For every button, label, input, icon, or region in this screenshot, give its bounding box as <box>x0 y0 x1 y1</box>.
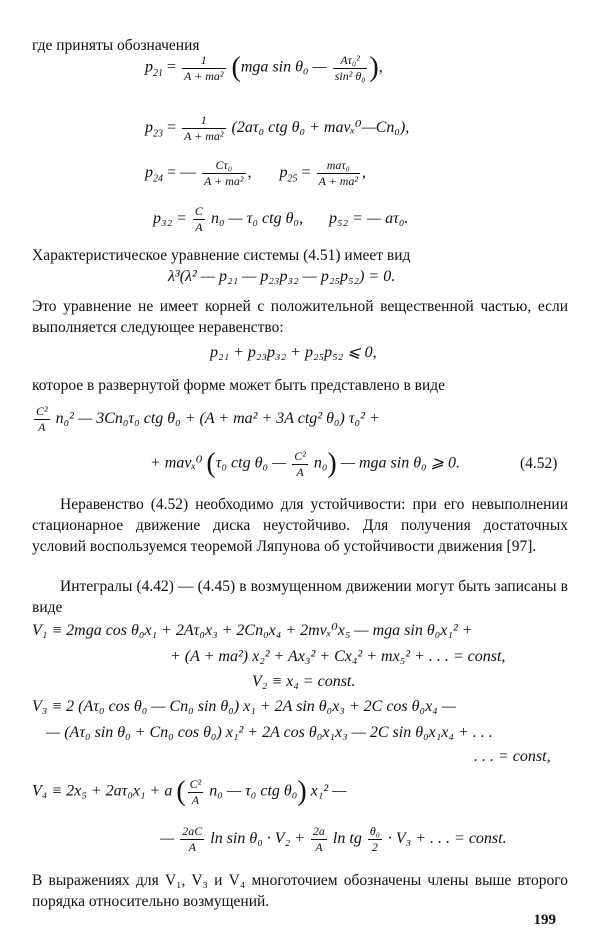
p25-fraction: $\frac{\text{maτ₀}}{\text{A + ma²}}$ <box>318 158 359 188</box>
integral-v3-line2: — (Aτ₀ sin θ₀ + Cn₀ cos θ₀) x₁² + 2A cos θ₀x₁x₃ — 2C sin θ₀x₁x₄ + . . . <box>46 724 493 741</box>
p21-fraction: $\frac{1}{\text{A + ma²}}$ <box>184 52 224 83</box>
eq452-fraction: $\frac{\text{C²}}{A}$ <box>36 404 48 434</box>
intro-line: где приняты обозначения <box>32 37 200 54</box>
equation-p23: $p_{23}$ = $\frac{1}{\text{A + ma²}}$ (2aτ₀ ctg θ₀ + mavₓ⁰—Cn₀), <box>145 113 410 143</box>
integral-v3-line3: . . . = const, <box>474 748 551 765</box>
equation-p21: $p_{21}$ = $\frac{1}{\text{A + ma²}}$ (mga sin θ₀ — $\frac{\text{Aτ₀²}}{\text{sin² θ₀}}$ ), <box>145 52 383 83</box>
paragraph-ellipsis-note: В выражениях для V₁, V₃ и V₄ многоточием обозначены члены выше второго порядка относительно возмущений. <box>32 872 568 910</box>
equation-4-52-line1: $\frac{\text{C²}}{A}$ n₀² — 3Cn₀τ₀ ctg θ₀ + (A + ma² + 3A ctg² θ₀) τ₀² + <box>36 404 380 434</box>
paragraph-integrals: Интегралы (4.42) — (4.45) в возмущенном движении могут быть записаны в виде <box>32 578 568 616</box>
paragraph-necessity: Неравенство (4.52) необходимо для устойчивости: при его невыполнении стационарное движение диска неустойчиво. Для получения достаточных условий воспользуемся теоремой Ляпунова об устойчивости движения [97]. <box>32 496 568 555</box>
characteristic-line: Характеристическое уравнение системы (4.51) имеет вид <box>32 247 411 264</box>
equation-number-4-52: (4.52) <box>520 455 558 472</box>
integral-v4-line2: — $\frac{2aC}{A}$ ln sin θ₀ · V₂ + $\frac{2a}{A}$ ln tg $\frac{\text{θ₀}}{2}$ · V₃ + . . . = const. <box>160 824 507 854</box>
p21-inner-fraction: $\frac{\text{Aτ₀²}}{\text{sin² θ₀}}$ <box>334 52 366 83</box>
equation-p32-p52: p₃₂ = $\frac{C}{A}$ n₀ — τ₀ ctg θ₀, p₅₂ = — aτ₀. <box>153 204 409 234</box>
inequality-1: p₂₁ + p₂₃p₃₂ + p₂₅p₅₂ ⩽ 0, <box>210 344 377 361</box>
integral-v4-line1: V₄ ≡ 2x₅ + 2aτ₀x₁ + a ( $\frac{\text{C²}}{A}$ n₀ — τ₀ ctg θ₀) x₁² — <box>32 776 347 807</box>
integral-v1-line1: V₁ ≡ 2mga cos θ₀x₁ + 2Aτ₀x₃ + 2Cn₀x₄ + 2mvₓ⁰x₅ — mga sin θ₀x₁² + <box>32 622 473 639</box>
equation-4-52-line2: + mavₓ⁰ (τ₀ ctg θ₀ — $\frac{\text{C²}}{A}$ n₀) — mga sin θ₀ ⩾ 0. <box>150 448 461 479</box>
integral-v3-line1: V₃ ≡ 2 (Aτ₀ cos θ₀ — Cn₀ sin θ₀) x₁ + 2A sin θ₀x₃ + 2C cos θ₀x₄ — <box>32 698 456 715</box>
characteristic-equation: λ³(λ² — p₂₁ — p₂₃p₃₂ — p₂₅p₅₂) = 0. <box>168 268 396 285</box>
p23-rhs: (2aτ₀ ctg θ₀ + mavₓ⁰—Cn₀), <box>231 119 410 137</box>
p23-fraction: $\frac{1}{\text{A + ma²}}$ <box>184 113 224 143</box>
paragraph-roots: Это уравнение не имеет корней с положительной вещественной частью, если выполняется следующее неравенство: <box>32 298 568 336</box>
p32-fraction: $\frac{C}{A}$ <box>194 204 203 234</box>
integral-v2: V₂ ≡ x₄ = const. <box>252 673 356 690</box>
p21-bracket-text: mga sin θ₀ — <box>240 58 327 76</box>
page-number: 199 <box>533 912 556 928</box>
p21-lhs: p <box>145 58 153 76</box>
paragraph-expanded: которое в развернутой форме может быть представлено в виде <box>32 377 446 394</box>
p24-fraction: $\frac{\text{Cτ₀}}{\text{A + ma²}}$ <box>204 158 244 188</box>
equation-p24-p25: $p_{24}$ = — $\frac{\text{Cτ₀}}{\text{A + ma²}}$ , $p_{25}$ = $\frac{\text{maτ₀}}{\text{A + ma²}}$ , <box>145 158 367 188</box>
integral-v1-line2: + (A + ma²) x₂² + Ax₃² + Cx₄² + mx₅² + . . . = const, <box>170 648 506 665</box>
p21-lhs-sub: 21 <box>153 67 163 79</box>
